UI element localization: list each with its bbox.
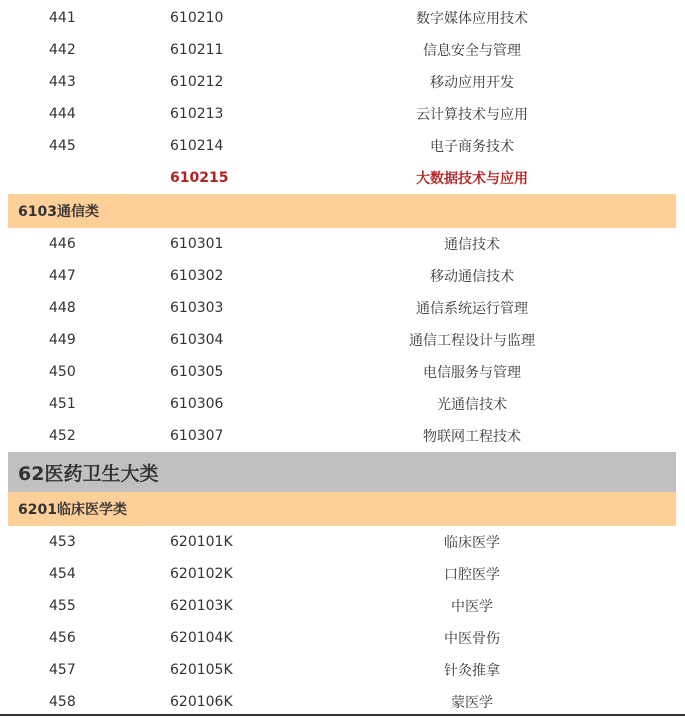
row-number: 446: [49, 236, 76, 252]
table-row: [8, 34, 676, 66]
table-row: [8, 98, 676, 130]
program-name: 移动通信技术: [430, 269, 514, 285]
program-name: 临床医学: [444, 535, 500, 551]
program-code: 610210: [170, 10, 224, 26]
row-number: 452: [49, 428, 76, 444]
table-row: [8, 162, 676, 194]
program-code: 610305: [170, 364, 224, 380]
subcategory-label: 6201临床医学类: [8, 492, 676, 526]
row-number: 456: [49, 630, 76, 646]
row-number: 444: [49, 106, 76, 122]
table-row: [8, 622, 676, 654]
row-number: 449: [49, 332, 76, 348]
program-code: 610302: [170, 268, 224, 284]
table-row: [8, 324, 676, 356]
row-number: 450: [49, 364, 76, 380]
program-table-body: [8, 2, 676, 718]
program-code: 620106K: [170, 694, 233, 710]
program-code: 610215: [170, 170, 229, 186]
row-number: 447: [49, 268, 76, 284]
row-number: 451: [49, 396, 76, 412]
row-number: 442: [49, 42, 76, 58]
subcategory-header: [8, 492, 676, 526]
major-category-label: 62医药卫生大类: [8, 452, 676, 492]
table-row: [8, 526, 676, 558]
row-number: 457: [49, 662, 76, 678]
program-code: 620103K: [170, 598, 233, 614]
program-name: 针灸推拿: [444, 663, 500, 679]
program-code: 610304: [170, 332, 224, 348]
table-row: [8, 356, 676, 388]
table-row: [8, 388, 676, 420]
row-number: 448: [49, 300, 76, 316]
table-row: [8, 590, 676, 622]
program-code: 620104K: [170, 630, 233, 646]
table-row: [8, 66, 676, 98]
table-row: [8, 130, 676, 162]
program-code: 610213: [170, 106, 224, 122]
program-name: 通信技术: [444, 237, 500, 253]
program-code: 610306: [170, 396, 224, 412]
table-row: [8, 558, 676, 590]
program-name: 移动应用开发: [430, 75, 514, 91]
table-row: [8, 654, 676, 686]
subcategory-header: [8, 194, 676, 228]
row-number: 455: [49, 598, 76, 614]
row-number: 441: [49, 10, 76, 26]
program-name: 电子商务技术: [430, 139, 514, 155]
program-name: 信息安全与管理: [423, 43, 521, 59]
program-code: 620105K: [170, 662, 233, 678]
program-code: 610214: [170, 138, 224, 154]
subcategory-label: 6103通信类: [8, 194, 676, 228]
program-code: 620102K: [170, 566, 233, 582]
program-code: 610212: [170, 74, 224, 90]
table-row: [8, 2, 676, 34]
program-name: 通信系统运行管理: [416, 301, 528, 317]
table-row: [8, 228, 676, 260]
program-name: 口腔医学: [444, 567, 500, 583]
program-name: 云计算技术与应用: [416, 107, 528, 123]
program-table: [8, 2, 676, 718]
row-number: 453: [49, 534, 76, 550]
program-name: 大数据技术与应用: [416, 171, 528, 187]
row-number: 443: [49, 74, 76, 90]
program-name: 物联网工程技术: [423, 429, 521, 445]
program-code: 620101K: [170, 534, 233, 550]
row-number: 458: [49, 694, 76, 710]
row-number: 454: [49, 566, 76, 582]
program-code: 610301: [170, 236, 224, 252]
table-row: [8, 260, 676, 292]
program-name: 电信服务与管理: [423, 365, 521, 381]
program-name: 中医骨伤: [444, 631, 500, 647]
program-name: 中医学: [451, 599, 493, 615]
program-code: 610303: [170, 300, 224, 316]
row-number: [8, 162, 118, 194]
program-name: 数字媒体应用技术: [416, 11, 528, 27]
program-name: 蒙医学: [451, 695, 493, 711]
table-row: [8, 420, 676, 452]
program-code: 610307: [170, 428, 224, 444]
major-category-header: [8, 452, 676, 492]
table-row: [8, 292, 676, 324]
row-number: 445: [49, 138, 76, 154]
program-name: 光通信技术: [437, 397, 507, 413]
program-name: 通信工程设计与监理: [409, 333, 535, 349]
program-code: 610211: [170, 42, 224, 58]
